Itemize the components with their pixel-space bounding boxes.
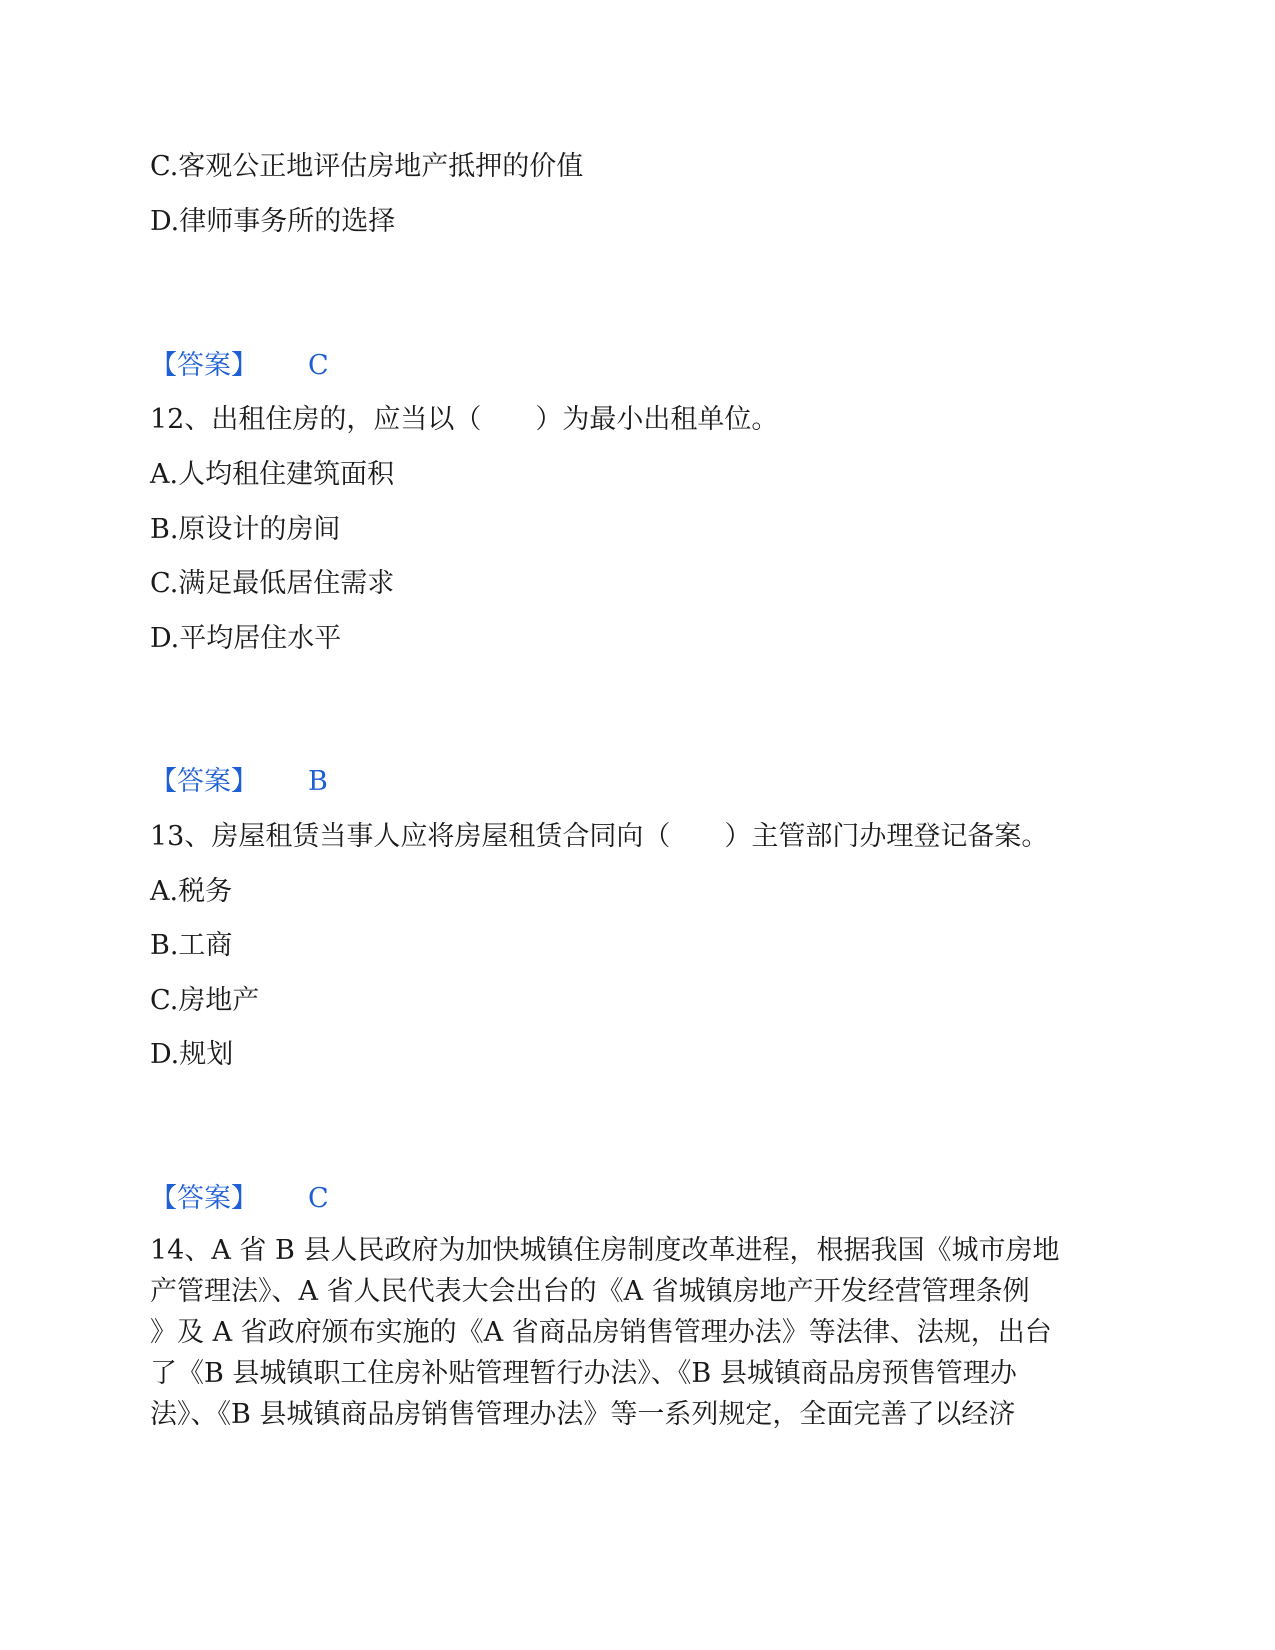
answer-label: 【答案】: [150, 766, 258, 797]
q12-option-d: D.平均居住水平: [150, 623, 342, 654]
q12-option-a: A.人均租住建筑面积: [150, 459, 395, 490]
answer-value: B: [308, 766, 328, 797]
answer-value: C: [308, 350, 329, 381]
q13-question: 13、房屋租赁当事人应将房屋租赁合同向（ ）主管部门办理登记备案。: [150, 821, 1049, 852]
q14-line: 法》、《B 县城镇商品房销售管理办法》等一系列规定，全面完善了以经济: [150, 1399, 1016, 1430]
q11-option-d: D.律师事务所的选择: [150, 206, 396, 237]
q14-question: [150, 1230, 1110, 1435]
q14-line: 14、A 省 B 县人民政府为加快城镇住房制度改革进程，根据我国《城市房地: [150, 1235, 1060, 1266]
q12-option-b: B.原设计的房间: [150, 514, 341, 545]
q14-line: 产管理法》、A 省人民代表大会出台的《A 省城镇房地产开发经营管理条例: [150, 1276, 1030, 1307]
q12-question: 12、出租住房的，应当以（ ）为最小出租单位。: [150, 404, 779, 435]
q12-option-c: C.满足最低居住需求: [150, 568, 395, 599]
answer-value: C: [308, 1183, 329, 1214]
q14-line: 了《B 县城镇职工住房补贴管理暂行办法》、《B 县城镇商品房预售管理办: [150, 1358, 1017, 1389]
q13-option-d: D.规划: [150, 1039, 234, 1070]
q11-answer: [150, 349, 329, 383]
q13-option-c: C.房地产: [150, 985, 260, 1016]
answer-label: 【答案】: [150, 1183, 258, 1214]
q11-option-c: C.客观公正地评估房地产抵押的价值: [150, 151, 584, 182]
q13-option-b: B.工商: [150, 930, 233, 961]
q13-answer: [150, 1182, 329, 1216]
q13-option-a: A.税务: [150, 876, 233, 907]
q12-answer: [150, 765, 328, 799]
answer-label: 【答案】: [150, 350, 258, 381]
q14-line: 》及 A 省政府颁布实施的《A 省商品房销售管理办法》等法律、法规，出台: [150, 1317, 1052, 1348]
